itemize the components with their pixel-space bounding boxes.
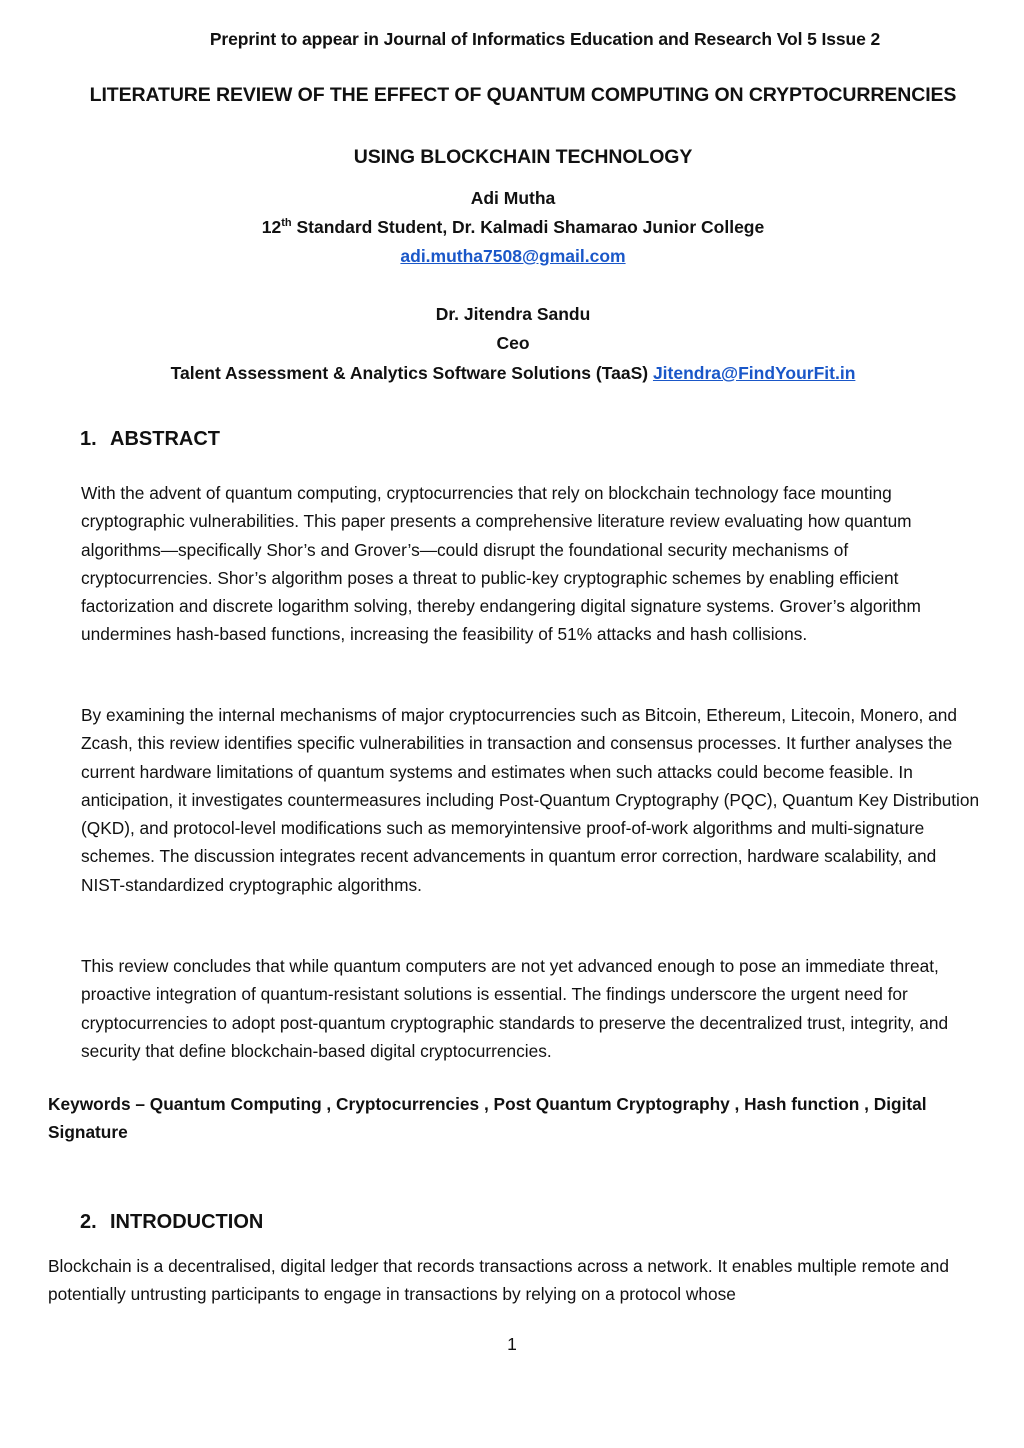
author-1-email-link[interactable]: adi.mutha7508@gmail.com bbox=[400, 246, 626, 266]
preprint-notice: Preprint to appear in Journal of Informatics Education and Research Vol 5 Issue 2 bbox=[209, 29, 881, 49]
abstract-paragraph-1: With the advent of quantum computing, cryptocurrencies that rely on blockchain technology face mounting cryptographic vulnerabilities. This paper presents a comprehensive literature review evaluating how quantum algorithms—specifically Shor’s and Grover’s—could disrupt the foundational security mechanisms of cryptocurrencies. Shor’s algorithm poses a threat to public-key cryptographic schemes by enabling efficient factorization and discrete logarithm solving, thereby endangering digital signature systems. Grover’s algorithm undermines hash-based functions, increasing the feasibility of 51% attacks and hash collisions. bbox=[81, 483, 921, 645]
author-1-email-line bbox=[0, 246, 1024, 267]
abstract-heading-text: ABSTRACT bbox=[110, 428, 220, 450]
abstract-heading bbox=[80, 428, 220, 451]
author-2-organization: Talent Assessment & Analytics Software Solutions (TaaS) bbox=[170, 363, 649, 383]
keywords: Keywords – Quantum Computing , Cryptocurrencies , Post Quantum Cryptography , Hash function , Digital Signature bbox=[48, 1094, 927, 1143]
author-1-affiliation bbox=[0, 217, 1024, 238]
introduction-paragraph: Blockchain is a decentralised, digital ledger that records transactions across a network. It enables multiple remote and potentially untrusting participants to engage in transactions by relying on a protocol whose bbox=[48, 1256, 950, 1305]
affiliation-college: Standard Student, Dr. Kalmadi Shamarao Junior College bbox=[291, 217, 765, 237]
page-number: 1 bbox=[507, 1334, 517, 1354]
author-1-name: Adi Mutha bbox=[470, 188, 556, 208]
author-2-affiliation bbox=[0, 363, 1024, 384]
affiliation-grade: 12 bbox=[261, 217, 282, 237]
paper-title-line-1: LITERATURE REVIEW OF THE EFFECT OF QUANTUM COMPUTING ON CRYPTOCURRENCIES bbox=[89, 84, 957, 106]
affiliation-grade-suffix: th bbox=[281, 217, 292, 230]
introduction-heading-text: INTRODUCTION bbox=[110, 1211, 264, 1233]
introduction-section-number: 2. bbox=[80, 1211, 97, 1233]
abstract-section-number: 1. bbox=[80, 428, 97, 450]
abstract-paragraph-2: By examining the internal mechanisms of major cryptocurrencies such as Bitcoin, Ethereum, Litecoin, Monero, and Zcash, this review identifies specific vulnerabilities in transaction and consensus processes. It further analyses the current hardware limitations of quantum systems and estimates when such attacks could become feasible. In anticipation, it investigates countermeasures including Post-Quantum Cryptography (PQC), Quantum Key Distribution (QKD), and protocol-level modifications such as memoryintensive proof-of-work algorithms and multi-signature schemes. The discussion integrates recent advancements in quantum error correction, hardware scalability, and NIST-standardized cryptographic algorithms. bbox=[81, 705, 980, 895]
abstract-paragraph-3: This review concludes that while quantum computers are not yet advanced enough to pose an immediate threat, proactive integration of quantum-resistant solutions is essential. The findings underscore the urgent need for cryptocurrencies to adopt post-quantum cryptographic standards to preserve the decentralized trust, integrity, and security that define blockchain-based digital cryptocurrencies. bbox=[81, 956, 949, 1061]
introduction-heading bbox=[80, 1211, 263, 1234]
author-2-name: Dr. Jitendra Sandu bbox=[435, 304, 591, 324]
author-2-email-link[interactable]: Jitendra@FindYourFit.in bbox=[652, 363, 856, 383]
author-2-role: Ceo bbox=[496, 333, 530, 353]
paper-title-line-2: USING BLOCKCHAIN TECHNOLOGY bbox=[353, 146, 693, 168]
